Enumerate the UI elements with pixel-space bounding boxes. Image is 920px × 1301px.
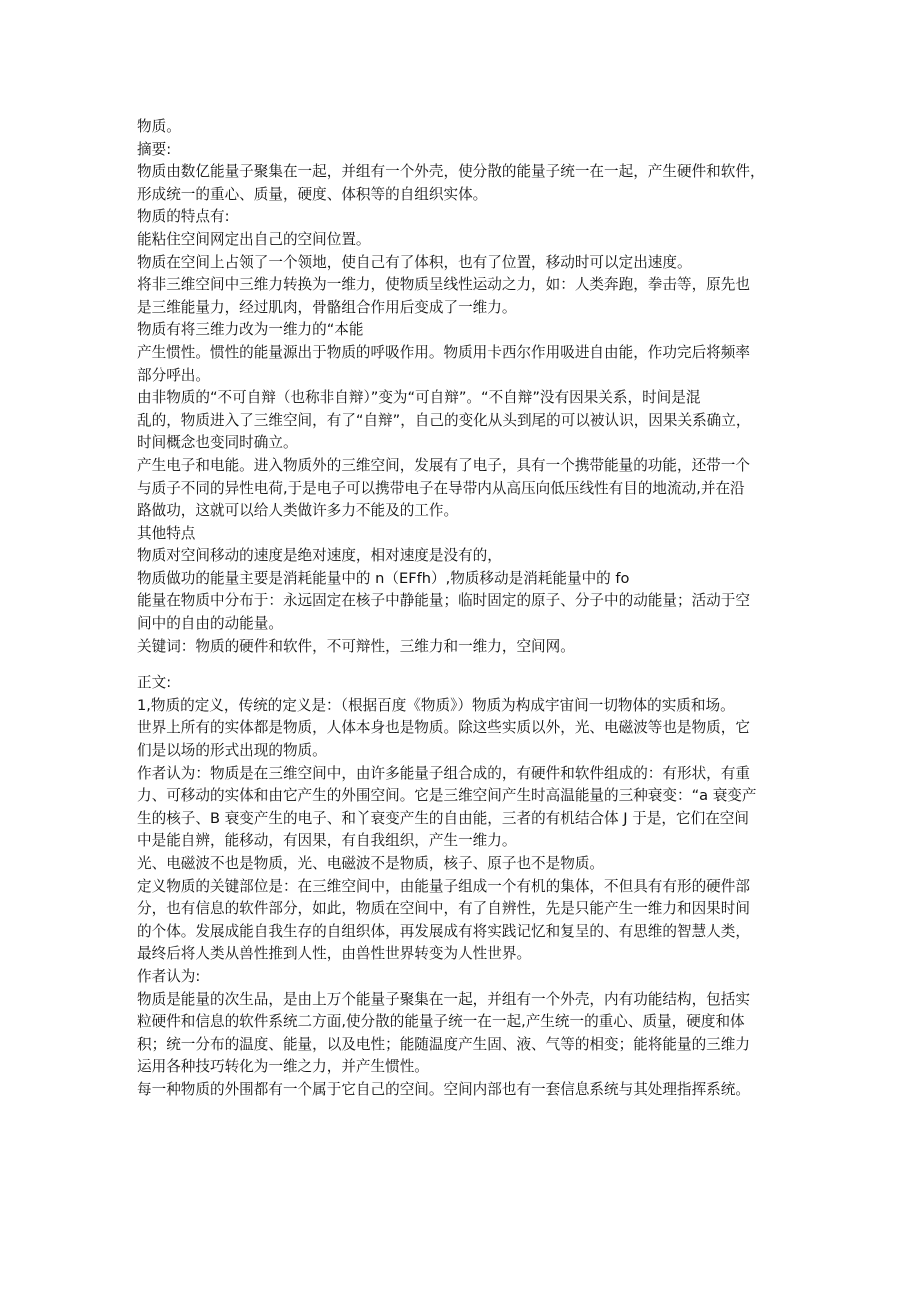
text-line: 与质子不同的异性电荷,于是电子可以携带电子在导带内从高压向低压线性有目的地流动,并在沿 xyxy=(137,479,745,497)
text-line: 的个体。发展成能自我生存的自组织体，再发展成有将实践记忆和复呈的、有思维的智慧人类， xyxy=(137,922,750,940)
abstract-section xyxy=(137,116,797,658)
text-line: 能粘住空间网定出自己的空间位置。 xyxy=(137,230,371,248)
main-text-section xyxy=(137,672,797,1101)
text-line: 最终后将人类从兽性推到人性，由兽性世界转变为人性世界。 xyxy=(137,945,532,963)
text-line: 物质有将三维力改为一维力的“本能 xyxy=(137,321,364,339)
text-line: 定义物质的关键部位是：在三维空间中，由能量子组成一个有机的集体，不但具有有形的硬件部 xyxy=(137,877,750,895)
text-line: 物质的特点有: xyxy=(137,208,230,226)
text-line: 1,物质的定义，传统的定义是：（根据百度《物质》）物质为构成宇宙间一切物体的实质和场。 xyxy=(137,696,735,714)
text-line: 物质由数亿能量子聚集在一起，并组有一个外壳，使分散的能量子统一在一起，产生硬件和软件， xyxy=(137,163,765,181)
document-body xyxy=(137,116,797,1102)
text-line: 路做功，这就可以给人类做许多力不能及的工作。 xyxy=(137,502,459,520)
text-line: 其他特点 xyxy=(137,524,196,542)
text-line: 由非物质的“不可自辩（也称非自辩）”变为“可自辩”。“不自辩”没有因果关系，时间是混 xyxy=(137,389,701,407)
text-line: 作者认为: xyxy=(137,967,201,985)
text-line: 物质对空间移动的速度是绝对速度，相对速度是没有的， xyxy=(137,547,502,565)
text-line: 中是能自辨，能移动，有因果，有自我组织，产生一维力。 xyxy=(137,832,517,850)
text-line: 们是以场的形式出现的物质。 xyxy=(137,742,327,760)
text-line: 物质是能量的次生品，是由上万个能量子聚集在一起，并组有一个外壳，内有功能结构，包括实 xyxy=(137,990,750,1008)
text-line: 粒硬件和信息的软件系统二方面,使分散的能量子统一在一起,产生统一的重心、质量，硬度和体 xyxy=(137,1013,745,1031)
text-line: 部分呼出。 xyxy=(137,366,210,384)
text-line: 积；统一分布的温度、能量，以及电性；能随温度产生固、液、气等的相变；能将能量的三维力 xyxy=(137,1035,750,1053)
section-gap xyxy=(137,658,797,672)
text-line: 产生惯性。惯性的能量源出于物质的呼吸作用。物质用卡西尔作用吸进自由能，作功完后将频率 xyxy=(137,343,750,361)
text-line: 形成统一的重心、质量，硬度、体积等的自组织实体。 xyxy=(137,185,488,203)
text-line: 正文: xyxy=(137,674,172,692)
text-line: 关键词：物质的硬件和软件，不可辩性，三维力和一维力，空间网。 xyxy=(137,637,575,655)
text-line: 作者认为：物质是在三维空间中，由许多能量子组合成的，有硬件和软件组成的：有形状，有重 xyxy=(137,764,750,782)
text-line: 生的核子、B 衰变产生的电子、和丫衰变产生的自由能，三者的有机结合体 J 于是，它们在空间 xyxy=(137,809,749,827)
text-line: 物质。 xyxy=(137,118,181,135)
text-line: 分，也有信息的软件部分，如此，物质在空间中，有了自辨性，先是只能产生一维力和因果时间 xyxy=(137,900,750,918)
text-line: 物质做功的能量主要是消耗能量中的 n（EFfh）,物质移动是消耗能量中的 fo xyxy=(137,569,630,587)
text-line: 物质在空间上占领了一个领地，使自己有了体积，也有了位置，移动时可以定出速度。 xyxy=(137,253,692,271)
text-line: 摘要: xyxy=(137,140,172,158)
text-line: 产生电子和电能。进入物质外的三维空间，发展有了电子，具有一个携带能量的功能，还带一个 xyxy=(137,456,750,474)
text-line: 将非三维空间中三维力转换为一维力，使物质呈线性运动之力，如：人类奔跑，拳击等，原先也 xyxy=(137,276,750,294)
text-line: 运用各种技巧转化为一维之力，并产生惯性。 xyxy=(137,1058,429,1076)
text-line: 力、可移动的实体和由它产生的外围空间。它是三维空间产生时高温能量的三种衰变：“a 衰变产 xyxy=(137,787,757,805)
text-line: 乱的，物质进入了三维空间，有了“自辩”，自己的变化从头到尾的可以被认识，因果关系确立， xyxy=(137,411,751,429)
text-line: 能量在物质中分布于：永远固定在核子中静能量；临时固定的原子、分子中的动能量；活动于空 xyxy=(137,592,750,610)
text-line: 光、电磁波不也是物质，光、电磁波不是物质，核子、原子也不是物质。 xyxy=(137,855,605,872)
text-line: 间中的自由的动能量。 xyxy=(137,615,283,633)
text-line: 时间概念也变同时确立。 xyxy=(137,434,298,452)
text-line: 每一种物质的外围都有一个属于它自己的空间。空间内部也有一套信息系统与其处理指挥系统。 xyxy=(137,1080,750,1098)
text-line: 是三维能量力，经过肌肉，骨骼组合作用后变成了一维力。 xyxy=(137,298,517,316)
text-line: 世界上所有的实体都是物质，人体本身也是物质。除这些实质以外，光、电磁波等也是物质，它 xyxy=(137,719,750,737)
